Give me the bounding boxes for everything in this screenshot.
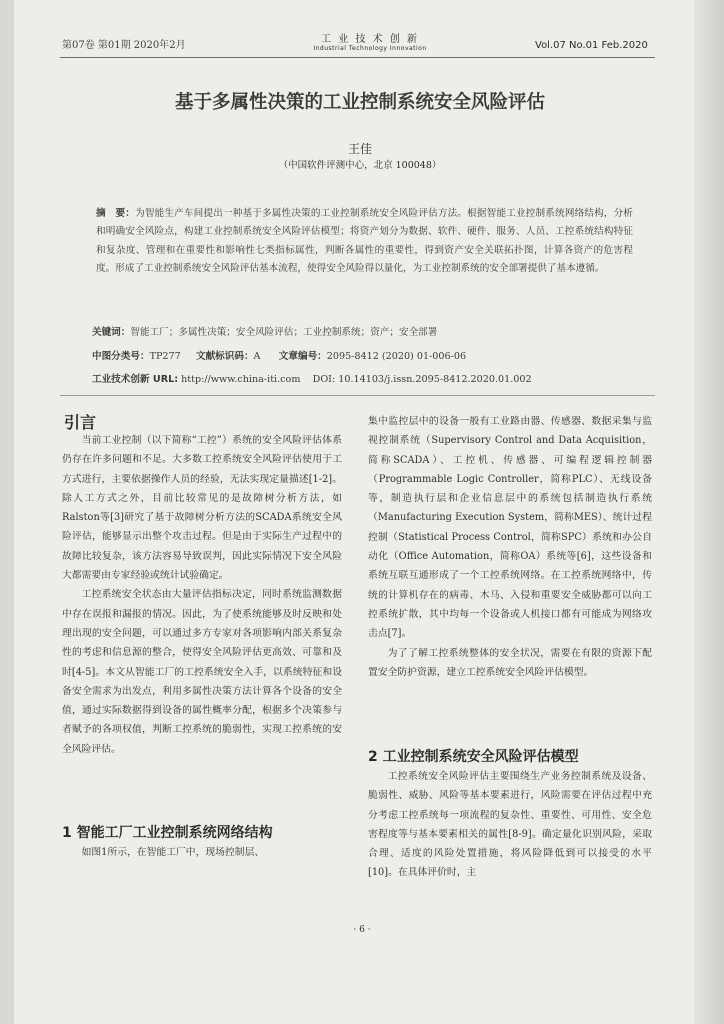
intro-column (62, 431, 342, 759)
doi: DOI: 10.14103/j.issn.2095-8412.2020.01.002 (312, 374, 532, 385)
intro-paragraph-2: 工控系统安全状态由大量评估指标决定，同时系统监测数据中存在误报和漏报的情况。因此，为了使系统能够及时反映和处理出现的安全问题，可以通过多方专家对各项影响内部关系复杂性的考虑和信息源的整合，使得安全风险评估更高效、可靠和及时[4-5]。本文从智能工厂的工控系统安全入手，以系统特征和设备安全需求为出发点，利用多属性决策方法计算各个设备的安全值，通过实际数据得到设备的属性概率分配，根据多个决策参与者赋予的各项权值，判断工控系统的脆弱性，实现工控系统的安全风险评估。 (62, 589, 342, 755)
intro-paragraph-1: 当前工业控制（以下简称“工控”）系统的安全风险评估体系仍存在许多问题和不足。大多数工控系统安全风险评估使用于工方式进行，主要依据操作人员的经验，无法实现定量描述[1-2]。除人工方式之外，目前比较常见的是故障树分析方法，如Ralston等[3]研究了基于故障树分析方法的SCADA系统安全风险评估，能够显示出整个攻击过程。但是由于实际生产过程中的故障比较复杂，该方法容易导致误判，因此实际情况下安全风险大都需要由专家经验或统计试验确定。 (62, 435, 342, 582)
url-label: 工业技术创新 URL: (92, 374, 179, 385)
clc-label: 中图分类号： (92, 351, 150, 362)
intro-heading: 引言 (64, 413, 97, 432)
right-column (368, 412, 652, 682)
header-rule (60, 57, 655, 58)
page-edge-shadow (694, 0, 724, 1024)
right-paragraph-2: 为了了解工控系统整体的安全状况，需要在有限的资源下配置安全防护资源，建立工控系统安全风险评估模型。 (368, 647, 652, 678)
journal-name-cn: 工 业 技 术 创 新 (321, 34, 419, 45)
right-paragraph-1: 集中监控层中的设备一般有工业路由器、传感器、数据采集与监视控制系统（Supervisory Control and Data Acquisition，简称SCADA）、工控机、传感器、可编程逻辑控制器（Programmable Logic Controller，简称PLC）、无线设备等，制造执行层和企业信息层中的系统包括制造执行系统（Manufacturing Execution System，简称MES）、统计过程控制（Statistical Process Control，简称SPC）系统和办公自动化（Office Automation，简称OA）系统等[6]，这些设备和系统互联互通形成了一个工控系统网络。在工控系统网络中，传统的计算机存在的病毒、木马、入侵和重要安全威胁都可以向工控系统扩散，其中均每一个设备或人机接口都有可能成为网络攻击点[7]。 (368, 416, 652, 640)
abstract-separator (60, 395, 655, 396)
journal-url[interactable]: http://www.china-iti.com (181, 374, 301, 385)
section2-heading: 2 工业控制系统安全风险评估模型 (368, 749, 579, 765)
section2-column (368, 767, 652, 883)
doc-code-value: A (253, 351, 261, 362)
author-name: 王佳 (347, 142, 372, 156)
article-title: 基于多属性决策的工业控制系统安全风险评估 (174, 92, 545, 113)
journal-name-en: Industrial Technology Innovation (313, 45, 427, 52)
running-header-issue: 第07卷 第01期 2020年2月 (62, 40, 186, 51)
classification-line (92, 348, 466, 362)
article-number-value: 2095-8412 (2020) 01-006-06 (326, 351, 467, 362)
abstract-text: 为智能生产车间提出一种基于多属性决策的工业控制系统安全风险评估方法。根据智能工业控制系统网络结构，分析和明确安全风险点，构建工业控制系统安全风险评估模型；将资产划分为数据、软件、硬件、服务、人员、工控系统结构特征和复杂度、管理和在重要性和影响性七类指标属性，判断各属性的重要性，得到资产安全关联拓扑图，计算各资产的危害程度。形成了工业控制系统安全风险评估基本流程，使得安全风险得以量化，为工业控制系统的安全部署提供了基本遵循。 (96, 208, 634, 274)
abstract-label: 摘 要： (96, 208, 136, 219)
keywords-label: 关键词： (92, 327, 131, 338)
section1-paragraph-1: 如图1所示，在智能工厂中，现场控制层、 (81, 847, 265, 858)
author-affiliation: （中国软件评测中心，北京 100048） (278, 160, 442, 171)
keywords-line (92, 324, 437, 338)
section1-heading: 1 智能工厂工业控制系统网络结构 (62, 825, 273, 841)
url-doi-line (92, 371, 532, 385)
doc-code-label: 文献标识码： (195, 351, 254, 362)
abstract (96, 205, 633, 278)
clc-value: TP277 (149, 351, 181, 362)
keywords-text: 智能工厂；多属性决策；安全风险评估；工业控制系统；资产；安全部署 (130, 327, 438, 338)
article-number-label: 文章编号： (278, 351, 327, 362)
journal-masthead (300, 30, 440, 52)
section2-paragraph-1: 工控系统安全风险评估主要围绕生产业务控制系统及设备、脆弱性、威胁、风险等基本要素进行，风险需要在评估过程中充分考虑工控系统每一项流程的复杂性、重要性、可用性、安全危害程度等与基本要素相关的属性[8-9]。确定量化识别风险，采取合理、适度的风险处置措施，将风险降低到可以接受的水平[10]。在具体评价时，主 (368, 771, 652, 879)
running-header-volume: Vol.07 No.01 Feb.2020 (535, 40, 648, 51)
section1-column (62, 843, 342, 862)
page-number: · 6 · (353, 925, 371, 935)
